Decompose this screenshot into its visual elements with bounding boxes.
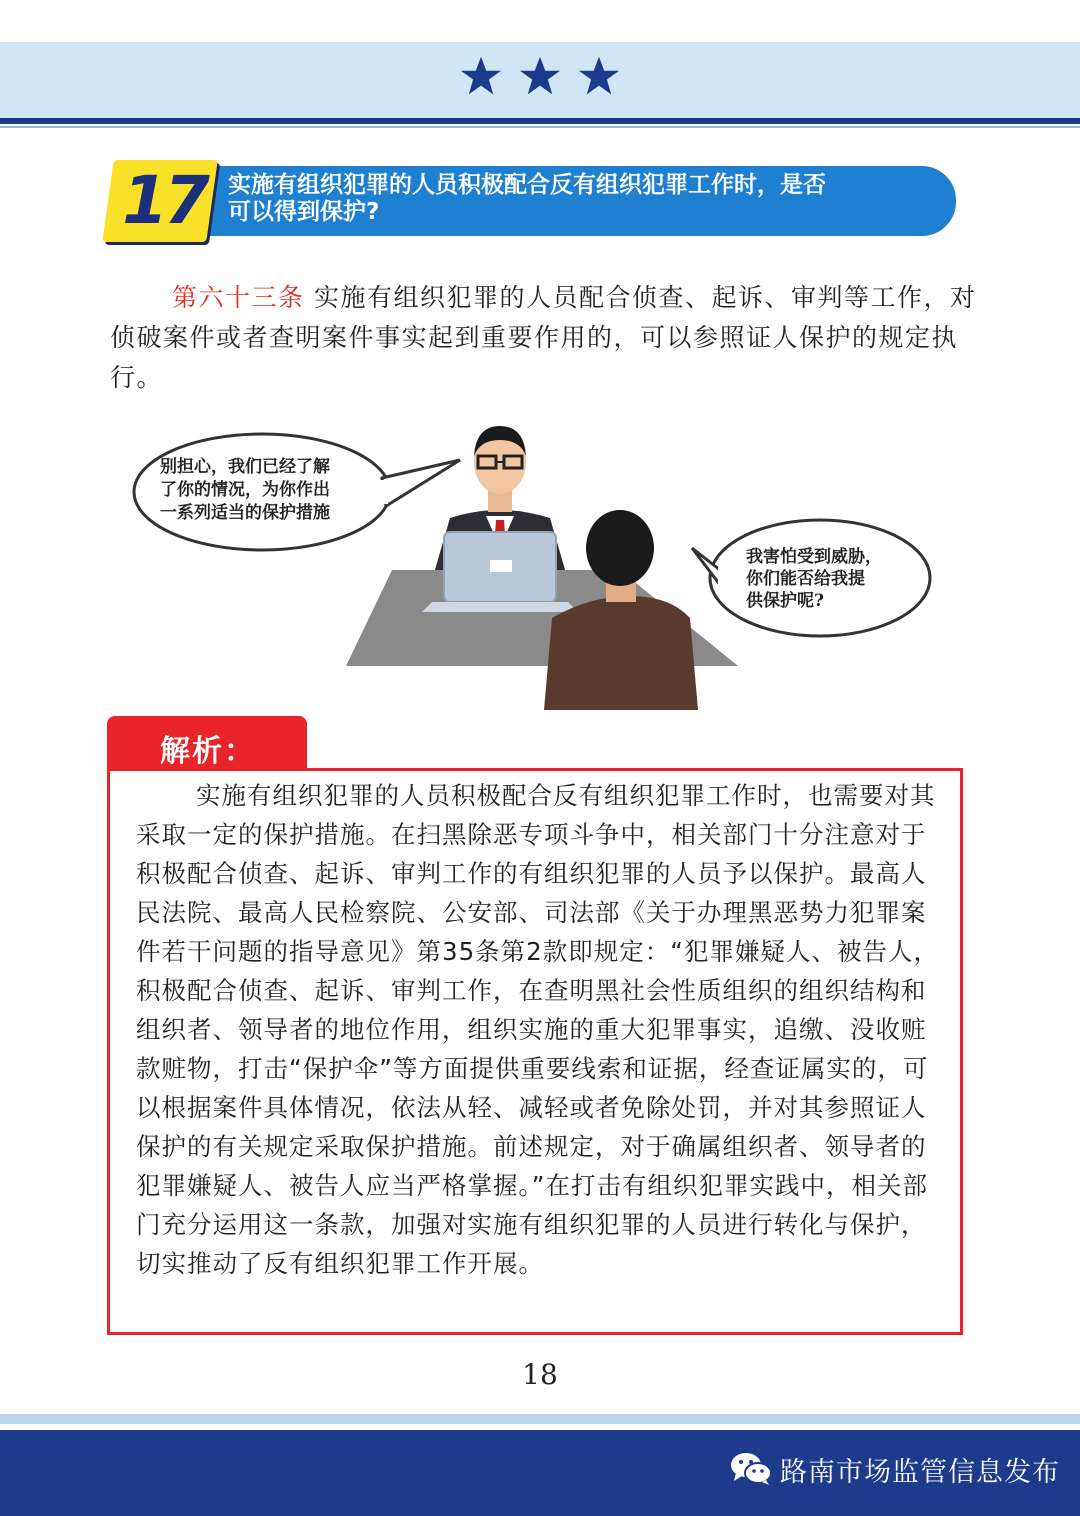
- bubble-left-line1: 别担心，我们已经了解: [160, 457, 330, 477]
- laptop: [422, 532, 578, 612]
- bubble-left-line3: 一系列适当的保护措施: [160, 503, 330, 523]
- star-icon: [519, 55, 561, 97]
- bubble-right-line2: 你们能否给我提: [746, 569, 865, 589]
- header-rule-thin: [0, 126, 1080, 128]
- star-icon: [578, 55, 620, 97]
- analysis-label: 解析：: [160, 734, 256, 769]
- law-article: [110, 278, 980, 398]
- wechat-icon: [730, 1451, 772, 1487]
- article-text: 实施有组织犯罪的人员配合侦查、起诉、审判等工作，对侦破案件或者查明案件事实起到重要作用的，可以参照证人保护的规定执行。: [110, 283, 977, 392]
- question-number: 17: [122, 162, 206, 239]
- illustration: [120, 420, 950, 710]
- speech-bubble-left: [134, 434, 460, 550]
- watermark-text: 路南市场监管信息发布: [780, 1456, 1060, 1488]
- question-title-line2: 可以得到保护?: [228, 199, 380, 225]
- bubble-right-line3: 供保护呢?: [746, 591, 824, 611]
- analysis-text: 实施有组织犯罪的人员积极配合反有组织犯罪工作时，也需要对其采取一定的保护措施。在扫黑除恶专项斗争中，相关部门十分注意对于积极配合侦查、起诉、审判工作的有组织犯罪的人员予以保护。最高人民法院、最高人民检察院、公安部、司法部《关于办理黑恶势力犯罪案件若干问题的指导意见》第35条第2款即规定：“犯罪嫌疑人、被告人，积极配合侦查、起诉、审判工作，在查明黑社会性质组织的组织结构和组织者、领导者的地位作用，组织实施的重大犯罪事实，追缴、没收赃款赃物，打击“保护伞”等方面提供重要线索和证据，经查证属实的，可以根据案件具体情况，依法从轻、减轻或者免除处罚，并对其参照证人保护的有关规定采取保护措施。前述规定，对于确属组织者、领导者的犯罪嫌疑人、被告人应当严格掌握。”在打击有组织犯罪实践中，相关部门充分运用这一条款，加强对实施有组织犯罪的人员进行转化与保护，切实推动了反有组织犯罪工作开展。: [136, 781, 939, 1278]
- watermark: [730, 1447, 1070, 1491]
- question-title: [228, 172, 928, 226]
- question-title-line1: 实施有组织犯罪的人员积极配合反有组织犯罪工作时，是否: [228, 172, 826, 198]
- footer-rule: [0, 1414, 1080, 1424]
- speech-bubble-right: [692, 520, 930, 636]
- bubble-right-line1: 我害怕受到威胁，: [746, 547, 882, 567]
- header-rule: [0, 118, 1080, 124]
- page-number: 18: [522, 1358, 558, 1391]
- star-icon: [460, 55, 502, 97]
- header-stars: [460, 55, 620, 99]
- article-label: 第六十三条: [172, 283, 305, 312]
- bubble-left-line2: 了你的情况，为你作出: [160, 480, 330, 500]
- question-header: [108, 160, 958, 242]
